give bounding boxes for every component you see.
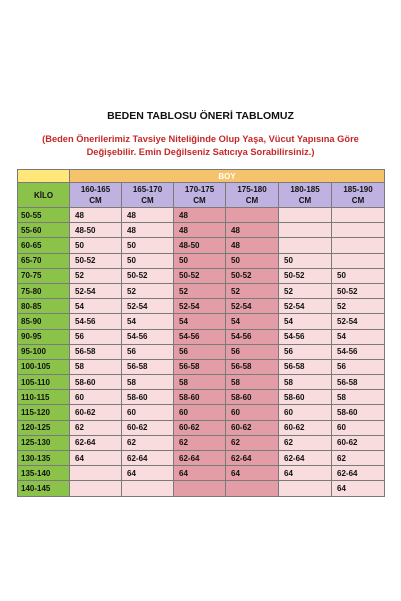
size-cell: 62 bbox=[226, 435, 279, 450]
size-cell: 48-50 bbox=[174, 238, 226, 253]
kilo-cell: 50-55 bbox=[18, 208, 70, 223]
size-cell bbox=[279, 238, 332, 253]
height-header bbox=[174, 183, 226, 208]
size-cell: 56 bbox=[174, 344, 226, 359]
size-cell: 62-64 bbox=[174, 451, 226, 466]
size-cell: 64 bbox=[174, 466, 226, 481]
kilo-cell: 80-85 bbox=[18, 299, 70, 314]
table-row bbox=[18, 223, 385, 238]
size-cell: 62 bbox=[279, 435, 332, 450]
kilo-cell: 65-70 bbox=[18, 253, 70, 268]
size-cell: 56-58 bbox=[279, 359, 332, 374]
height-header bbox=[279, 183, 332, 208]
size-cell: 60-62 bbox=[70, 405, 122, 420]
kilo-header: KİLO bbox=[18, 183, 70, 208]
size-cell: 52-54 bbox=[332, 314, 385, 329]
size-cell: 56-58 bbox=[122, 359, 174, 374]
size-cell: 64 bbox=[122, 466, 174, 481]
height-range: 185-190 bbox=[343, 185, 373, 194]
size-cell bbox=[332, 223, 385, 238]
size-cell: 50-52 bbox=[70, 253, 122, 268]
kilo-cell: 115-120 bbox=[18, 405, 70, 420]
size-cell: 64 bbox=[226, 466, 279, 481]
size-cell bbox=[226, 481, 279, 496]
size-cell bbox=[332, 208, 385, 223]
size-cell: 52 bbox=[279, 283, 332, 298]
size-table bbox=[17, 169, 385, 497]
size-cell: 50 bbox=[279, 253, 332, 268]
size-cell bbox=[226, 208, 279, 223]
size-cell: 54 bbox=[70, 299, 122, 314]
size-cell bbox=[174, 481, 226, 496]
size-cell: 54-56 bbox=[122, 329, 174, 344]
kilo-cell: 85-90 bbox=[18, 314, 70, 329]
size-cell: 58-60 bbox=[174, 390, 226, 405]
size-cell: 64 bbox=[279, 466, 332, 481]
size-cell: 50-52 bbox=[174, 268, 226, 283]
size-cell: 50 bbox=[122, 253, 174, 268]
size-cell: 50-52 bbox=[332, 283, 385, 298]
table-row bbox=[18, 481, 385, 496]
size-cell: 54 bbox=[122, 314, 174, 329]
height-range: 160-165 bbox=[80, 185, 111, 194]
size-cell: 54 bbox=[332, 329, 385, 344]
size-cell: 62-64 bbox=[226, 451, 279, 466]
kilo-cell: 100-105 bbox=[18, 359, 70, 374]
size-cell: 54 bbox=[174, 314, 226, 329]
height-unit: CM bbox=[141, 196, 154, 205]
size-cell: 58 bbox=[332, 390, 385, 405]
size-cell: 48 bbox=[226, 223, 279, 238]
size-cell: 58-60 bbox=[122, 390, 174, 405]
size-cell: 56 bbox=[122, 344, 174, 359]
size-cell: 52-54 bbox=[226, 299, 279, 314]
header-row-boy bbox=[18, 170, 385, 183]
table-row bbox=[18, 405, 385, 420]
size-cell: 54-56 bbox=[332, 344, 385, 359]
size-cell: 56-58 bbox=[226, 359, 279, 374]
size-cell: 60 bbox=[122, 405, 174, 420]
size-cell: 50 bbox=[332, 268, 385, 283]
height-header bbox=[122, 183, 174, 208]
size-cell bbox=[279, 208, 332, 223]
size-cell: 62-64 bbox=[122, 451, 174, 466]
size-cell: 60 bbox=[279, 405, 332, 420]
size-cell: 48 bbox=[174, 208, 226, 223]
size-cell: 58 bbox=[226, 375, 279, 390]
size-cell: 60-62 bbox=[332, 435, 385, 450]
size-cell: 62 bbox=[122, 435, 174, 450]
header-row-heights bbox=[18, 183, 385, 208]
size-cell: 48 bbox=[174, 223, 226, 238]
size-cell: 56 bbox=[70, 329, 122, 344]
height-unit: CM bbox=[298, 196, 312, 205]
size-cell bbox=[279, 481, 332, 496]
table-row bbox=[18, 208, 385, 223]
size-cell: 52 bbox=[174, 283, 226, 298]
height-range: 175-180 bbox=[237, 185, 267, 194]
size-cell: 60 bbox=[226, 405, 279, 420]
size-cell: 58 bbox=[279, 375, 332, 390]
size-cell: 60 bbox=[70, 390, 122, 405]
size-cell: 48 bbox=[122, 223, 174, 238]
size-cell: 52 bbox=[122, 283, 174, 298]
size-cell: 56 bbox=[332, 359, 385, 374]
size-cell: 48-50 bbox=[70, 223, 122, 238]
size-cell: 56-58 bbox=[332, 375, 385, 390]
size-cell: 50-52 bbox=[122, 268, 174, 283]
size-cell: 54-56 bbox=[279, 329, 332, 344]
height-unit: CM bbox=[89, 196, 102, 205]
height-range: 170-175 bbox=[184, 185, 215, 194]
size-cell: 64 bbox=[332, 481, 385, 496]
size-cell: 56 bbox=[279, 344, 332, 359]
height-range: 165-170 bbox=[132, 185, 163, 194]
kilo-cell: 75-80 bbox=[18, 283, 70, 298]
advice-note-line-1: (Beden Önerilerimiz Tavsiye Niteliğinde Olup Yaşa, Vücut Yapısına Göre bbox=[42, 134, 359, 144]
size-cell: 54 bbox=[279, 314, 332, 329]
kilo-cell: 70-75 bbox=[18, 268, 70, 283]
size-cell: 52-54 bbox=[70, 283, 122, 298]
height-unit: CM bbox=[351, 196, 365, 205]
size-cell: 56-58 bbox=[70, 344, 122, 359]
size-cell: 58-60 bbox=[279, 390, 332, 405]
height-range: 180-185 bbox=[290, 185, 320, 194]
size-cell: 52 bbox=[70, 268, 122, 283]
corner-cell bbox=[18, 170, 70, 183]
table-row bbox=[18, 268, 385, 283]
size-cell: 56-58 bbox=[174, 359, 226, 374]
table-row bbox=[18, 299, 385, 314]
kilo-cell: 110-115 bbox=[18, 390, 70, 405]
height-unit: CM bbox=[245, 196, 259, 205]
size-cell: 50 bbox=[174, 253, 226, 268]
kilo-cell: 140-145 bbox=[18, 481, 70, 496]
size-cell: 62-64 bbox=[70, 435, 122, 450]
size-cell: 56 bbox=[226, 344, 279, 359]
size-cell: 52-54 bbox=[174, 299, 226, 314]
size-cell: 52 bbox=[226, 283, 279, 298]
kilo-cell: 125-130 bbox=[18, 435, 70, 450]
kilo-cell: 105-110 bbox=[18, 375, 70, 390]
table-row bbox=[18, 375, 385, 390]
size-cell: 58 bbox=[122, 375, 174, 390]
kilo-cell: 60-65 bbox=[18, 238, 70, 253]
page-title: BEDEN TABLOSU ÖNERİ TABLOMUZ bbox=[107, 110, 294, 122]
table-row bbox=[18, 359, 385, 374]
size-cell: 60 bbox=[332, 420, 385, 435]
size-cell: 58 bbox=[174, 375, 226, 390]
size-cell: 64 bbox=[70, 451, 122, 466]
size-cell: 62 bbox=[174, 435, 226, 450]
table-row bbox=[18, 314, 385, 329]
size-cell: 60-62 bbox=[279, 420, 332, 435]
advice-note bbox=[30, 133, 371, 159]
table-row bbox=[18, 238, 385, 253]
size-cell bbox=[70, 466, 122, 481]
size-cell: 54-56 bbox=[226, 329, 279, 344]
size-cell: 60 bbox=[174, 405, 226, 420]
size-cell: 50 bbox=[70, 238, 122, 253]
table-row bbox=[18, 253, 385, 268]
height-header bbox=[70, 183, 122, 208]
kilo-cell: 120-125 bbox=[18, 420, 70, 435]
size-cell: 62 bbox=[70, 420, 122, 435]
size-cell bbox=[122, 481, 174, 496]
boy-header: BOY bbox=[70, 170, 385, 183]
kilo-cell: 130-135 bbox=[18, 451, 70, 466]
size-cell: 58-60 bbox=[70, 375, 122, 390]
size-cell: 50 bbox=[226, 253, 279, 268]
advice-note-line-2: Değişebilir. Emin Değilseniz Satıcıya Sorabilirsiniz.) bbox=[86, 147, 315, 157]
table-row bbox=[18, 466, 385, 481]
size-cell: 52 bbox=[332, 299, 385, 314]
size-cell: 62-64 bbox=[279, 451, 332, 466]
table-row bbox=[18, 420, 385, 435]
size-cell bbox=[332, 253, 385, 268]
size-cell: 48 bbox=[70, 208, 122, 223]
size-cell: 62-64 bbox=[332, 466, 385, 481]
size-cell: 52-54 bbox=[279, 299, 332, 314]
size-cell: 54 bbox=[226, 314, 279, 329]
size-cell: 52-54 bbox=[122, 299, 174, 314]
size-cell: 60-62 bbox=[122, 420, 174, 435]
size-cell: 54-56 bbox=[70, 314, 122, 329]
size-cell: 58-60 bbox=[332, 405, 385, 420]
table-row bbox=[18, 435, 385, 450]
height-unit: CM bbox=[193, 196, 206, 205]
size-cell bbox=[332, 238, 385, 253]
height-header bbox=[332, 183, 385, 208]
kilo-cell: 95-100 bbox=[18, 344, 70, 359]
size-cell: 60-62 bbox=[174, 420, 226, 435]
kilo-cell: 135-140 bbox=[18, 466, 70, 481]
size-cell: 50-52 bbox=[226, 268, 279, 283]
kilo-cell: 90-95 bbox=[18, 329, 70, 344]
table-row bbox=[18, 451, 385, 466]
size-cell: 60-62 bbox=[226, 420, 279, 435]
size-cell: 48 bbox=[122, 208, 174, 223]
table-row bbox=[18, 283, 385, 298]
kilo-cell: 55-60 bbox=[18, 223, 70, 238]
size-cell: 58 bbox=[70, 359, 122, 374]
size-cell bbox=[279, 223, 332, 238]
size-cell: 62 bbox=[332, 451, 385, 466]
table-row bbox=[18, 344, 385, 359]
size-cell: 54-56 bbox=[174, 329, 226, 344]
height-header bbox=[226, 183, 279, 208]
size-cell: 48 bbox=[226, 238, 279, 253]
size-cell bbox=[70, 481, 122, 496]
table-row bbox=[18, 390, 385, 405]
size-cell: 50-52 bbox=[279, 268, 332, 283]
size-cell: 50 bbox=[122, 238, 174, 253]
size-cell: 58-60 bbox=[226, 390, 279, 405]
table-row bbox=[18, 329, 385, 344]
